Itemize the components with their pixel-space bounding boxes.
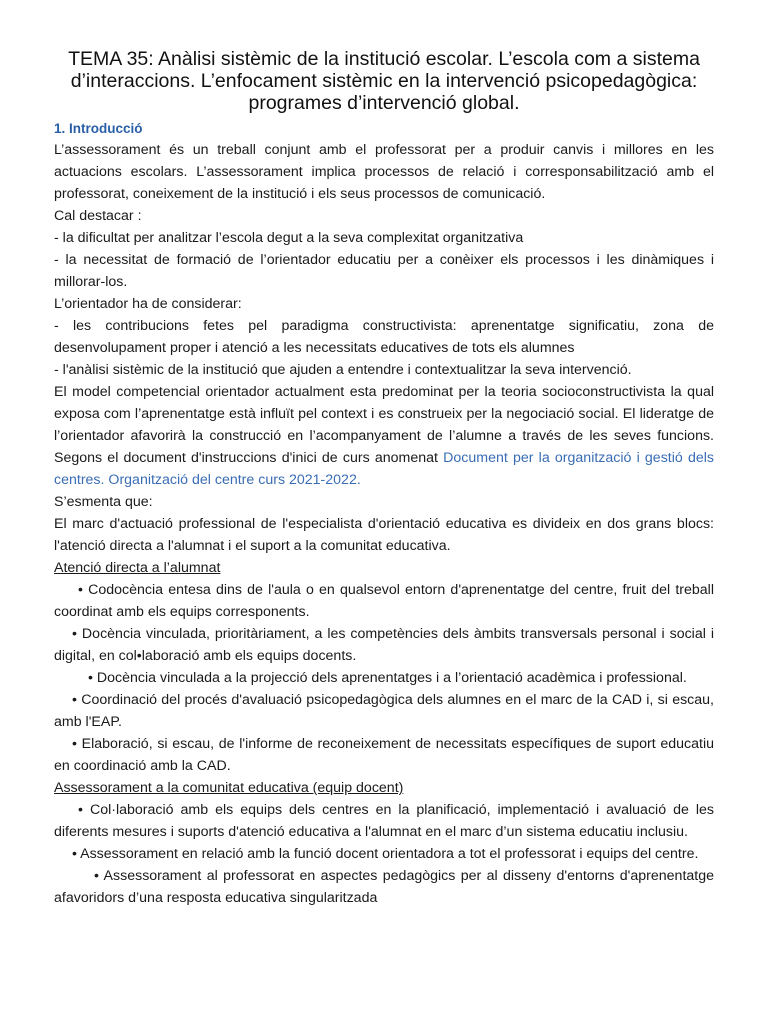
block-heading-atencio: Atenció directa a l’alumnat — [54, 560, 221, 576]
list-item-aspectes-pedagogics: • Assessorament al professorat en aspectes pedagògics per al disseny d'entorns d'aprenentatge afavoridors d’una resposta educativa singularitzada — [54, 868, 714, 906]
paragraph-intro: L’assessorament és un treball conjunt amb el professorat per a produir canvis i millores en les actuacions escolars. L’assessorament implica processos de relació i corresponsabilització amb el professorat, coneixement de la institució i els seus processos de comunicació. — [54, 142, 714, 202]
paragraph-marc: El marc d'actuació professional de l'especialista d'orientació educativa es divideix en dos grans blocs: l'atenció directa a l'alumnat i el suport a la comunitat educativa. — [54, 516, 714, 554]
list-item-coordinacio: • Coordinació del procés d'avaluació psicopedagògica dels alumnes en el marc de la CAD i, si escau, amb l'EAP. — [54, 692, 714, 730]
paragraph-orientador: L’orientador ha de considerar: — [54, 296, 242, 312]
list-item-necessitat: - la necessitat de formació de l’orientador educatiu per a conèixer els processos i les dinàmiques i millorar-los. — [54, 252, 714, 290]
section-heading: 1. Introducció — [54, 121, 143, 136]
paragraph-esmenta: S’esmenta que: — [54, 494, 153, 510]
list-item-analisi: - l'anàlisi sistèmic de la institució que ajuden a entendre i contextualitzar la seva intervenció. — [54, 362, 632, 378]
list-item-funcio-docent: • Assessorament en relació amb la funció docent orientadora a tot el professorat i equips del centre. — [72, 846, 699, 862]
document-page — [54, 48, 714, 909]
list-item-docencia-projeccio: • Docència vinculada a la projecció dels aprenentatges i a l’orientació acadèmica i professional. — [88, 670, 687, 686]
list-item-collaboracio: • Col·laboració amb els equips dels centres en la planificació, implementació i avaluació de les diferents mesures i suports d'atenció educativa a l'alumnat en el marc d’un sistema educatiu inclusiu. — [54, 802, 714, 840]
list-item-docencia-transversal: • Docència vinculada, prioritàriament, a les competències dels àmbits transversals personal i social i digital, en col•laboració amb els equips docents. — [54, 626, 714, 664]
paragraph-cal-destacar: Cal destacar : — [54, 208, 142, 224]
list-item-contribucions: - les contribucions fetes pel paradigma constructivista: aprenentatge significatiu, zona de desenvolupament proper i atenció a les necessitats educatives de tots els alumnes — [54, 318, 714, 356]
paragraph-model — [54, 381, 714, 491]
list-item-codocencia: • Codocència entesa dins de l'aula o en qualsevol entorn d'aprenentatge del centre, fruit del treball coordinat amb els equips corresponents. — [54, 582, 714, 620]
list-item-dificultat: - la dificultat per analitzar l’escola degut a la seva complexitat organitzativa — [54, 230, 524, 246]
list-item-elaboracio: • Elaboració, si escau, de l'informe de reconeixement de necessitats específiques de suport educatiu en coordinació amb la CAD. — [54, 736, 714, 774]
model-text: El model competencial orientador actualment esta predominat per la teoria socioconstructivista la qual exposa com l’aprenentatge està influït pel context i es construeix per la negociació social. El lideratge de l’orientador afavorirà la construcció en l’acompanyament de l’alumne a través de les seves funcions. Segons el document d'instruccions d'inici de curs anomenat — [54, 384, 714, 466]
document-link[interactable]: Document per la organització i gestió dels centres. Organització del centre curs 2021-2022. — [54, 450, 714, 488]
block-heading-assessorament: Assessorament a la comunitat educativa (equip docent) — [54, 780, 404, 796]
document-title: TEMA 35: Anàlisi sistèmic de la institució escolar. L’escola com a sistema d’interaccions. L’enfocament sistèmic en la intervenció psicopedagògica: programes d’intervenció global. — [68, 48, 700, 114]
